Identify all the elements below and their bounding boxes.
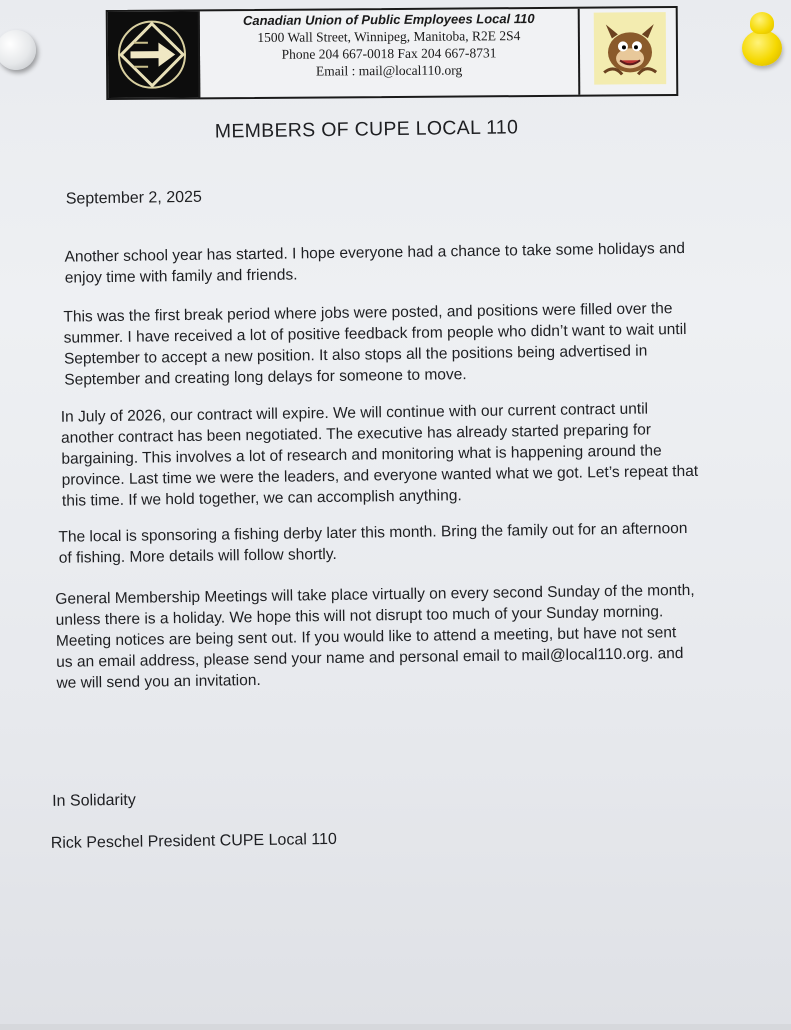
organization-phone-fax: Phone 204 667-0018 Fax 204 667-8731: [200, 44, 578, 64]
paragraph-job-postings: This was the first break period where jobs were posted, and positions were filled over the summer. I have received a lot of positive feedback from people who didn’t want to wait until September to accept a new position. It also stops all the positions being advertised in September and creating long delays for someone to move.: [63, 298, 704, 391]
organization-address: 1500 Wall Street, Winnipeg, Manitoba, R2E 2S4: [200, 27, 578, 47]
signature: Rick Peschel President CUPE Local 110: [51, 831, 337, 853]
organization-email: Email : mail@local110.org: [200, 61, 578, 81]
organization-name: Canadian Union of Public Employees Local 110: [200, 11, 578, 30]
paragraph-contract: In July of 2026, our contract will expire. We will continue with our current contract until another contract has been negotiated. The executive has already started preparing for bargaining. This involves a lot of research and monitoring what is happening around the province. Last time we were the leaders, and everyone wanted what we got. Let’s repeat that this time. If we hold together, we can accomplish anything.: [61, 398, 702, 512]
paragraph-fishing-derby: The local is sponsoring a fishing derby later this month. Bring the family out for an afternoon of fishing. More details will follow shortly.: [58, 518, 699, 569]
page-title: MEMBERS OF CUPE LOCAL 110: [215, 116, 519, 143]
paragraph-meetings: General Membership Meetings will take place virtually on every second Sunday of the month, unless there is a holiday. We hope this will not disrupt too much of your Sunday morning. Meeting notices are being sent out. If you would like to attend a meeting, but have not sent us an email address, please send your name and personal email to mail@local110.org. and we will send you an invitation.: [55, 580, 696, 694]
paragraph-school-year: Another school year has started. I hope everyone had a chance to take some holidays and enjoy time with family and friends.: [64, 238, 705, 289]
letter-date: September 2, 2025: [66, 189, 202, 209]
closing: In Solidarity: [52, 792, 136, 811]
